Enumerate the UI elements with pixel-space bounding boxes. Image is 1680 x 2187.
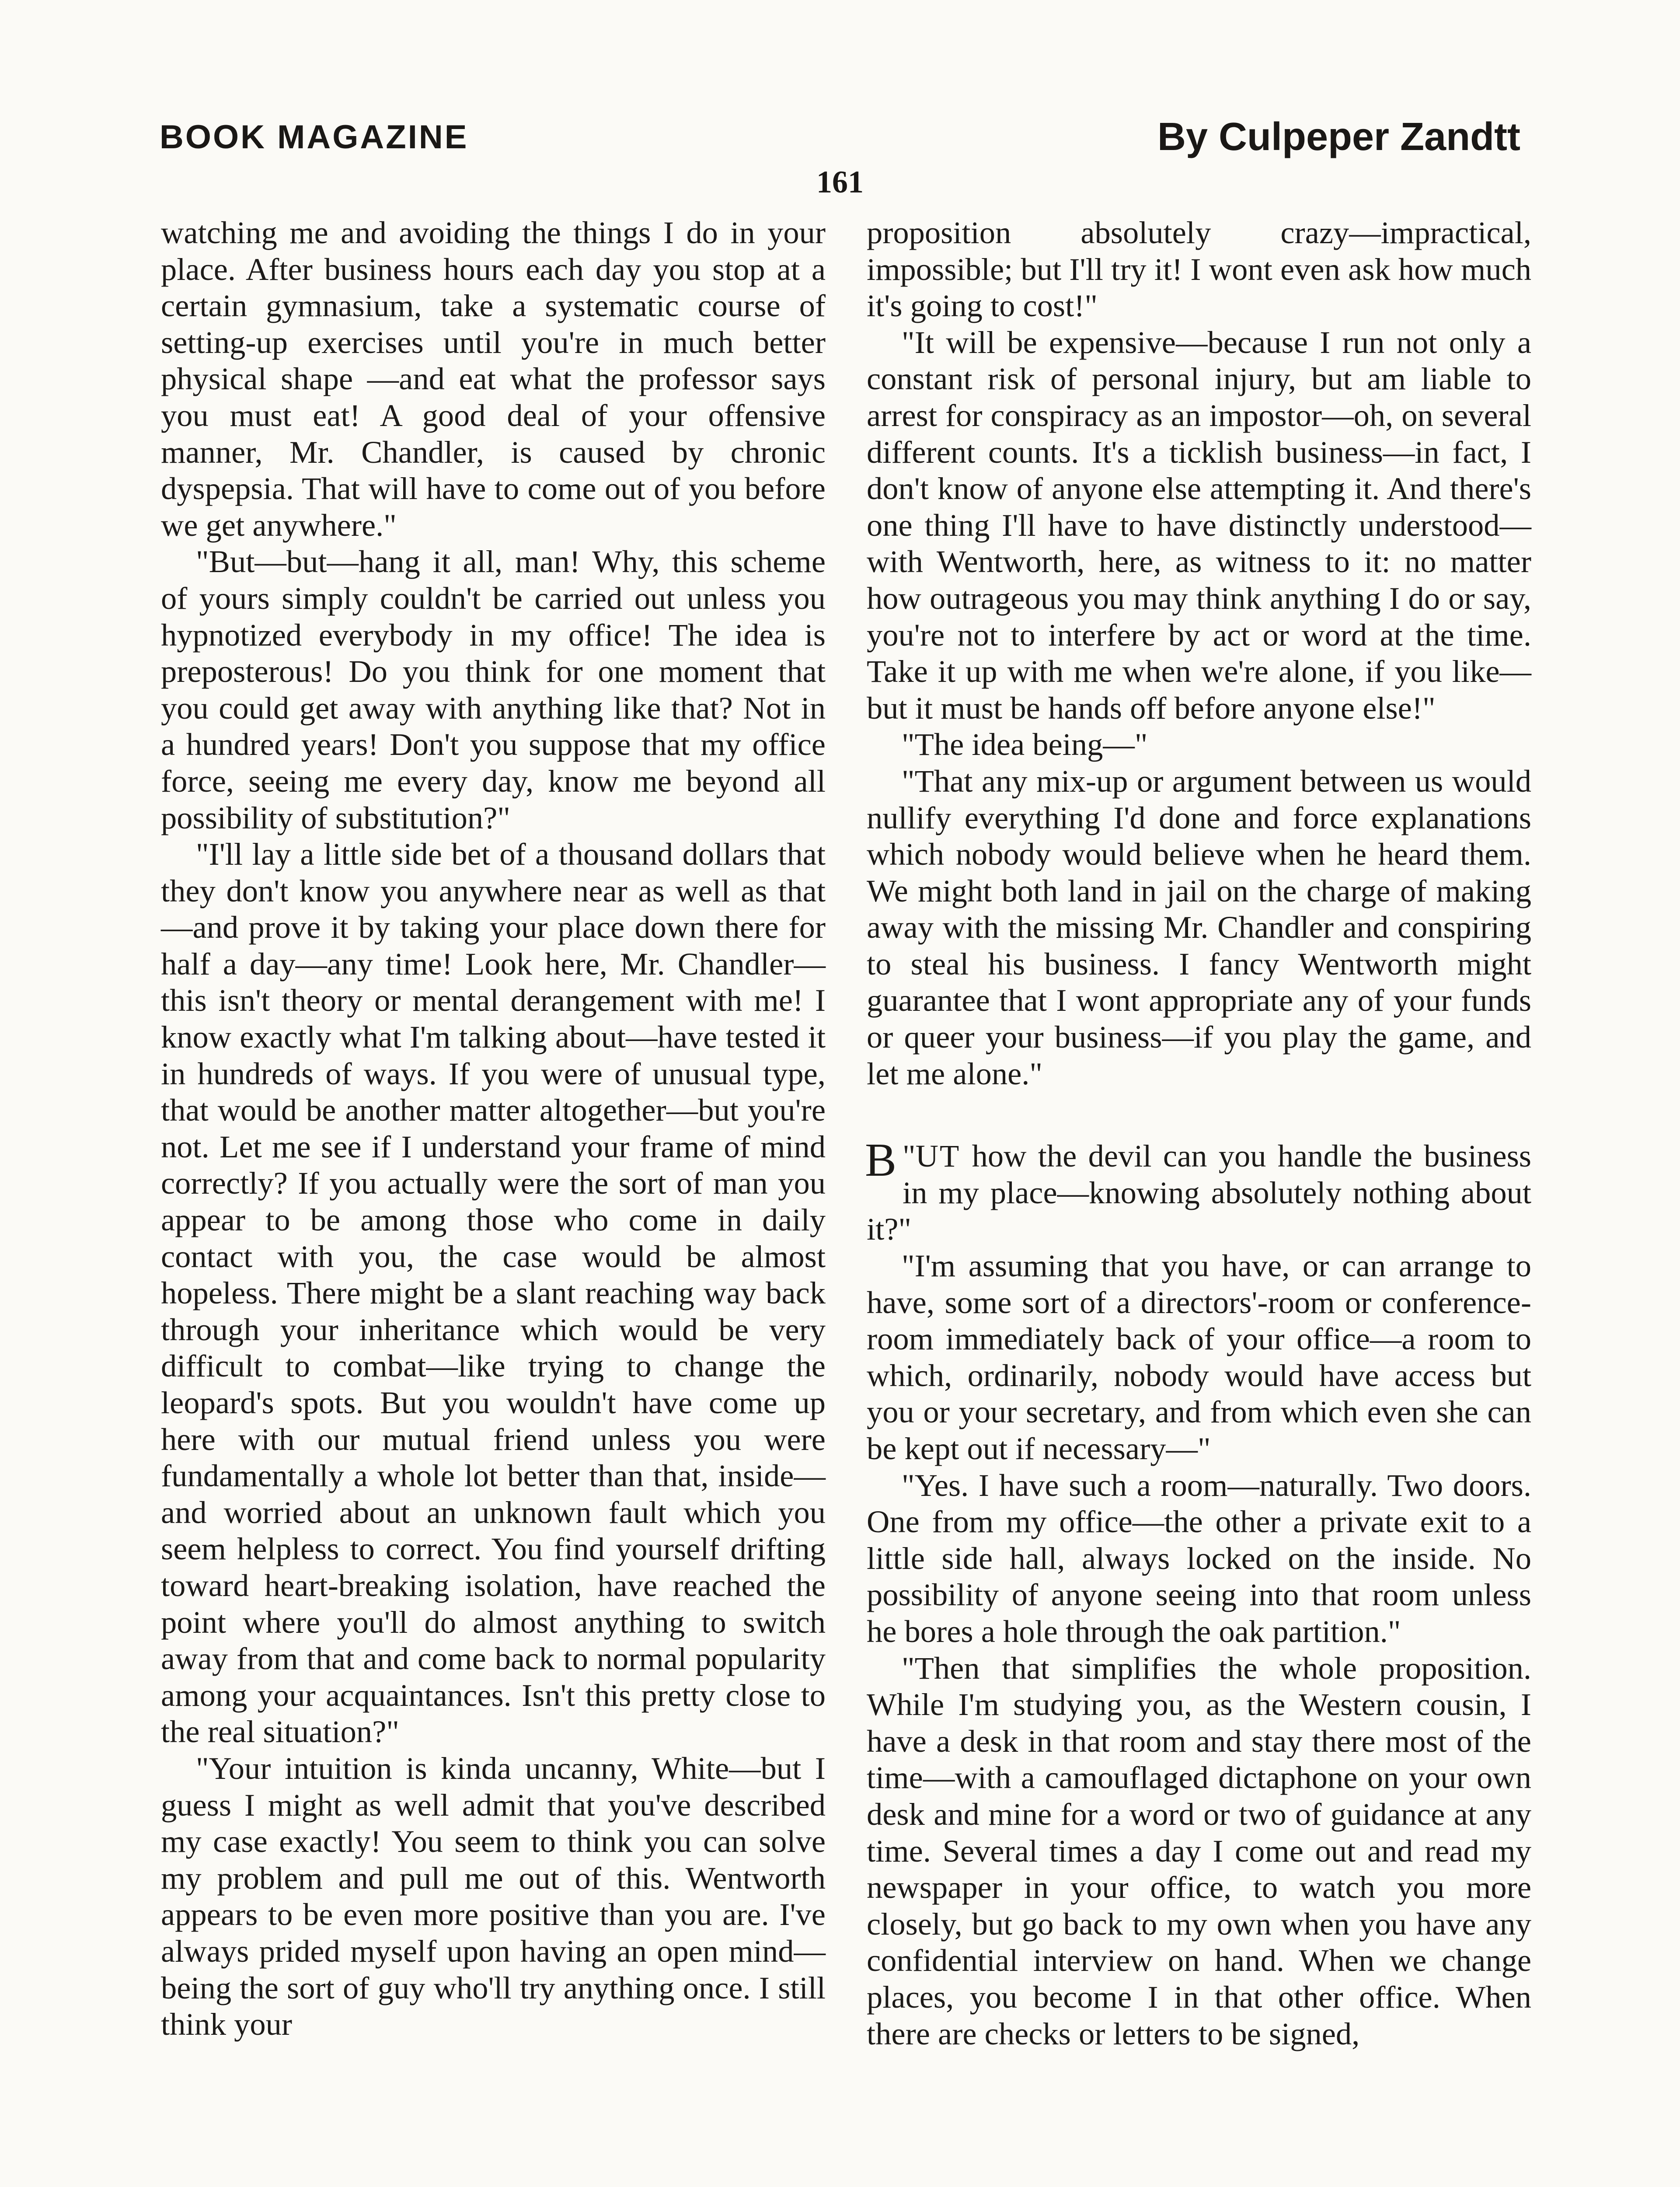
author-byline: By Culpeper Zandtt xyxy=(1157,115,1520,159)
section-break xyxy=(867,1092,1531,1138)
section-opening-paragraph xyxy=(865,1134,1531,1247)
opening-quote: " xyxy=(903,1138,916,1174)
paragraph: "That any mix-up or argument between us would nullify everything I'd done and force explanations which nobody would believe when he heard them. We might both land in jail on the charge of making away with the missing Mr. Chandler and conspiring to steal his business. I fancy Wentworth might guarantee that I wont appropriate any of your funds or queer your business—if you play the game, and let me alone." xyxy=(867,763,1531,1091)
text-column-right xyxy=(867,214,1531,2052)
small-caps-lead: UT xyxy=(915,1138,961,1174)
paragraph: "Then that simplifies the whole proposition. While I'm studying you, as the Western cousin, I have a desk in that room and stay there most of the time—with a camouflaged dictaphone on your own desk and mine for a word or two of guidance at any time. Several times a day I come out and read my newspaper in your office, to watch you more closely, but go back to my own when you have any confidential interview on hand. When we change places, you become I in that other office. When there are checks or letters to be signed, xyxy=(867,1650,1531,2051)
publication-title: BOOK MAGAZINE xyxy=(160,119,469,156)
paragraph: proposition absolutely crazy—impractical, impossible; but I'll try it! I wont even ask how much it's going to cost!" xyxy=(867,215,1531,324)
paragraph: "Your intuition is kinda uncanny, White—but I guess I might as well admit that you've described my case exactly! You seem to think you can solve my problem and pull me out of this. Wentworth appears to be even more positive than you are. I've always prided myself upon having an open mind—being the sort of guy who'll try anything once. I still think your xyxy=(161,1750,826,2042)
paragraph: "The idea being—" xyxy=(902,727,1148,762)
text-column-left xyxy=(161,214,826,2043)
paragraph-text: how the devil can you handle the business in my place—knowing absolutely nothing about it?" xyxy=(867,1138,1531,1247)
paragraph: watching me and avoiding the things I do in your place. After business hours each day you stop at a certain gymnasium, take a systematic course of setting-up exercises until you're in much better physical shape —and eat what the professor says you must eat! A good deal of your offensive manner, Mr. Chandler, is caused by chronic dyspepsia. That will have to come out of you before we get anywhere." xyxy=(161,215,826,543)
paragraph: "Yes. I have such a room—naturally. Two doors. One from my office—the other a private exit to a little side hall, always locked on the inside. No possibility of anyone seeing into that room unless he bores a hole through the oak partition." xyxy=(867,1467,1531,1649)
paragraph: "It will be expensive—because I run not only a constant risk of personal injury, but am liable to arrest for conspiracy as an impostor—oh, on several different counts. It's a ticklish business—in fact, I don't know of anyone else attempting it. And there's one thing I'll have to have distinctly understood—with Wentworth, here, as witness to it: no matter how outrageous you may think anything I do or say, you're not to interfere by act or word at the time. Take it up with me when we're alone, if you like—but it must be hands off before anyone else!" xyxy=(867,324,1531,726)
paragraph: "I'm assuming that you have, or can arrange to have, some sort of a directors'-room or conference-room immediately back of your office—a room to which, ordinarily, nobody would have access but you or your secretary, and from which even she can be kept out if necessary—" xyxy=(867,1248,1531,1466)
paragraph: "But—but—hang it all, man! Why, this scheme of yours simply couldn't be carried out unless you hypnotized everybody in my office! The idea is preposterous! Do you think for one moment that you could get away with anything like that? Not in a hundred years! Don't you suppose that my office force, seeing me every day, know me beyond all possibility of substitution?" xyxy=(161,544,826,835)
paragraph: "I'll lay a little side bet of a thousand dollars that they don't know you anywhere near as well as that—and prove it by taking your place down there for half a day—any time! Look here, Mr. Chandler—this isn't theory or mental derangement with me! I know exactly what I'm talking about—have tested it in hundreds of ways. If you were of unusual type, that would be another matter altogether—but you're not. Let me see if I understand your frame of mind correctly? If you actually were the sort of man you appear to be among those who come in daily contact with you, the case would be almost hopeless. There might be a slant reaching way back through your inheritance which would be very difficult to combat—like trying to change the leopard's spots. But you wouldn't have come up here with our mutual friend unless you were fundamentally a whole lot better than that, inside—and worried about an unknown fault which you seem helpless to correct. You find yourself drifting toward heart-breaking isolation, have reached the point where you'll do almost anything to switch away from that and come back to normal popularity among your acquaintances. Isn't this pretty close to the real situation?" xyxy=(161,836,826,1750)
page-number: 161 xyxy=(816,164,864,199)
drop-cap-letter: B xyxy=(865,1134,897,1187)
